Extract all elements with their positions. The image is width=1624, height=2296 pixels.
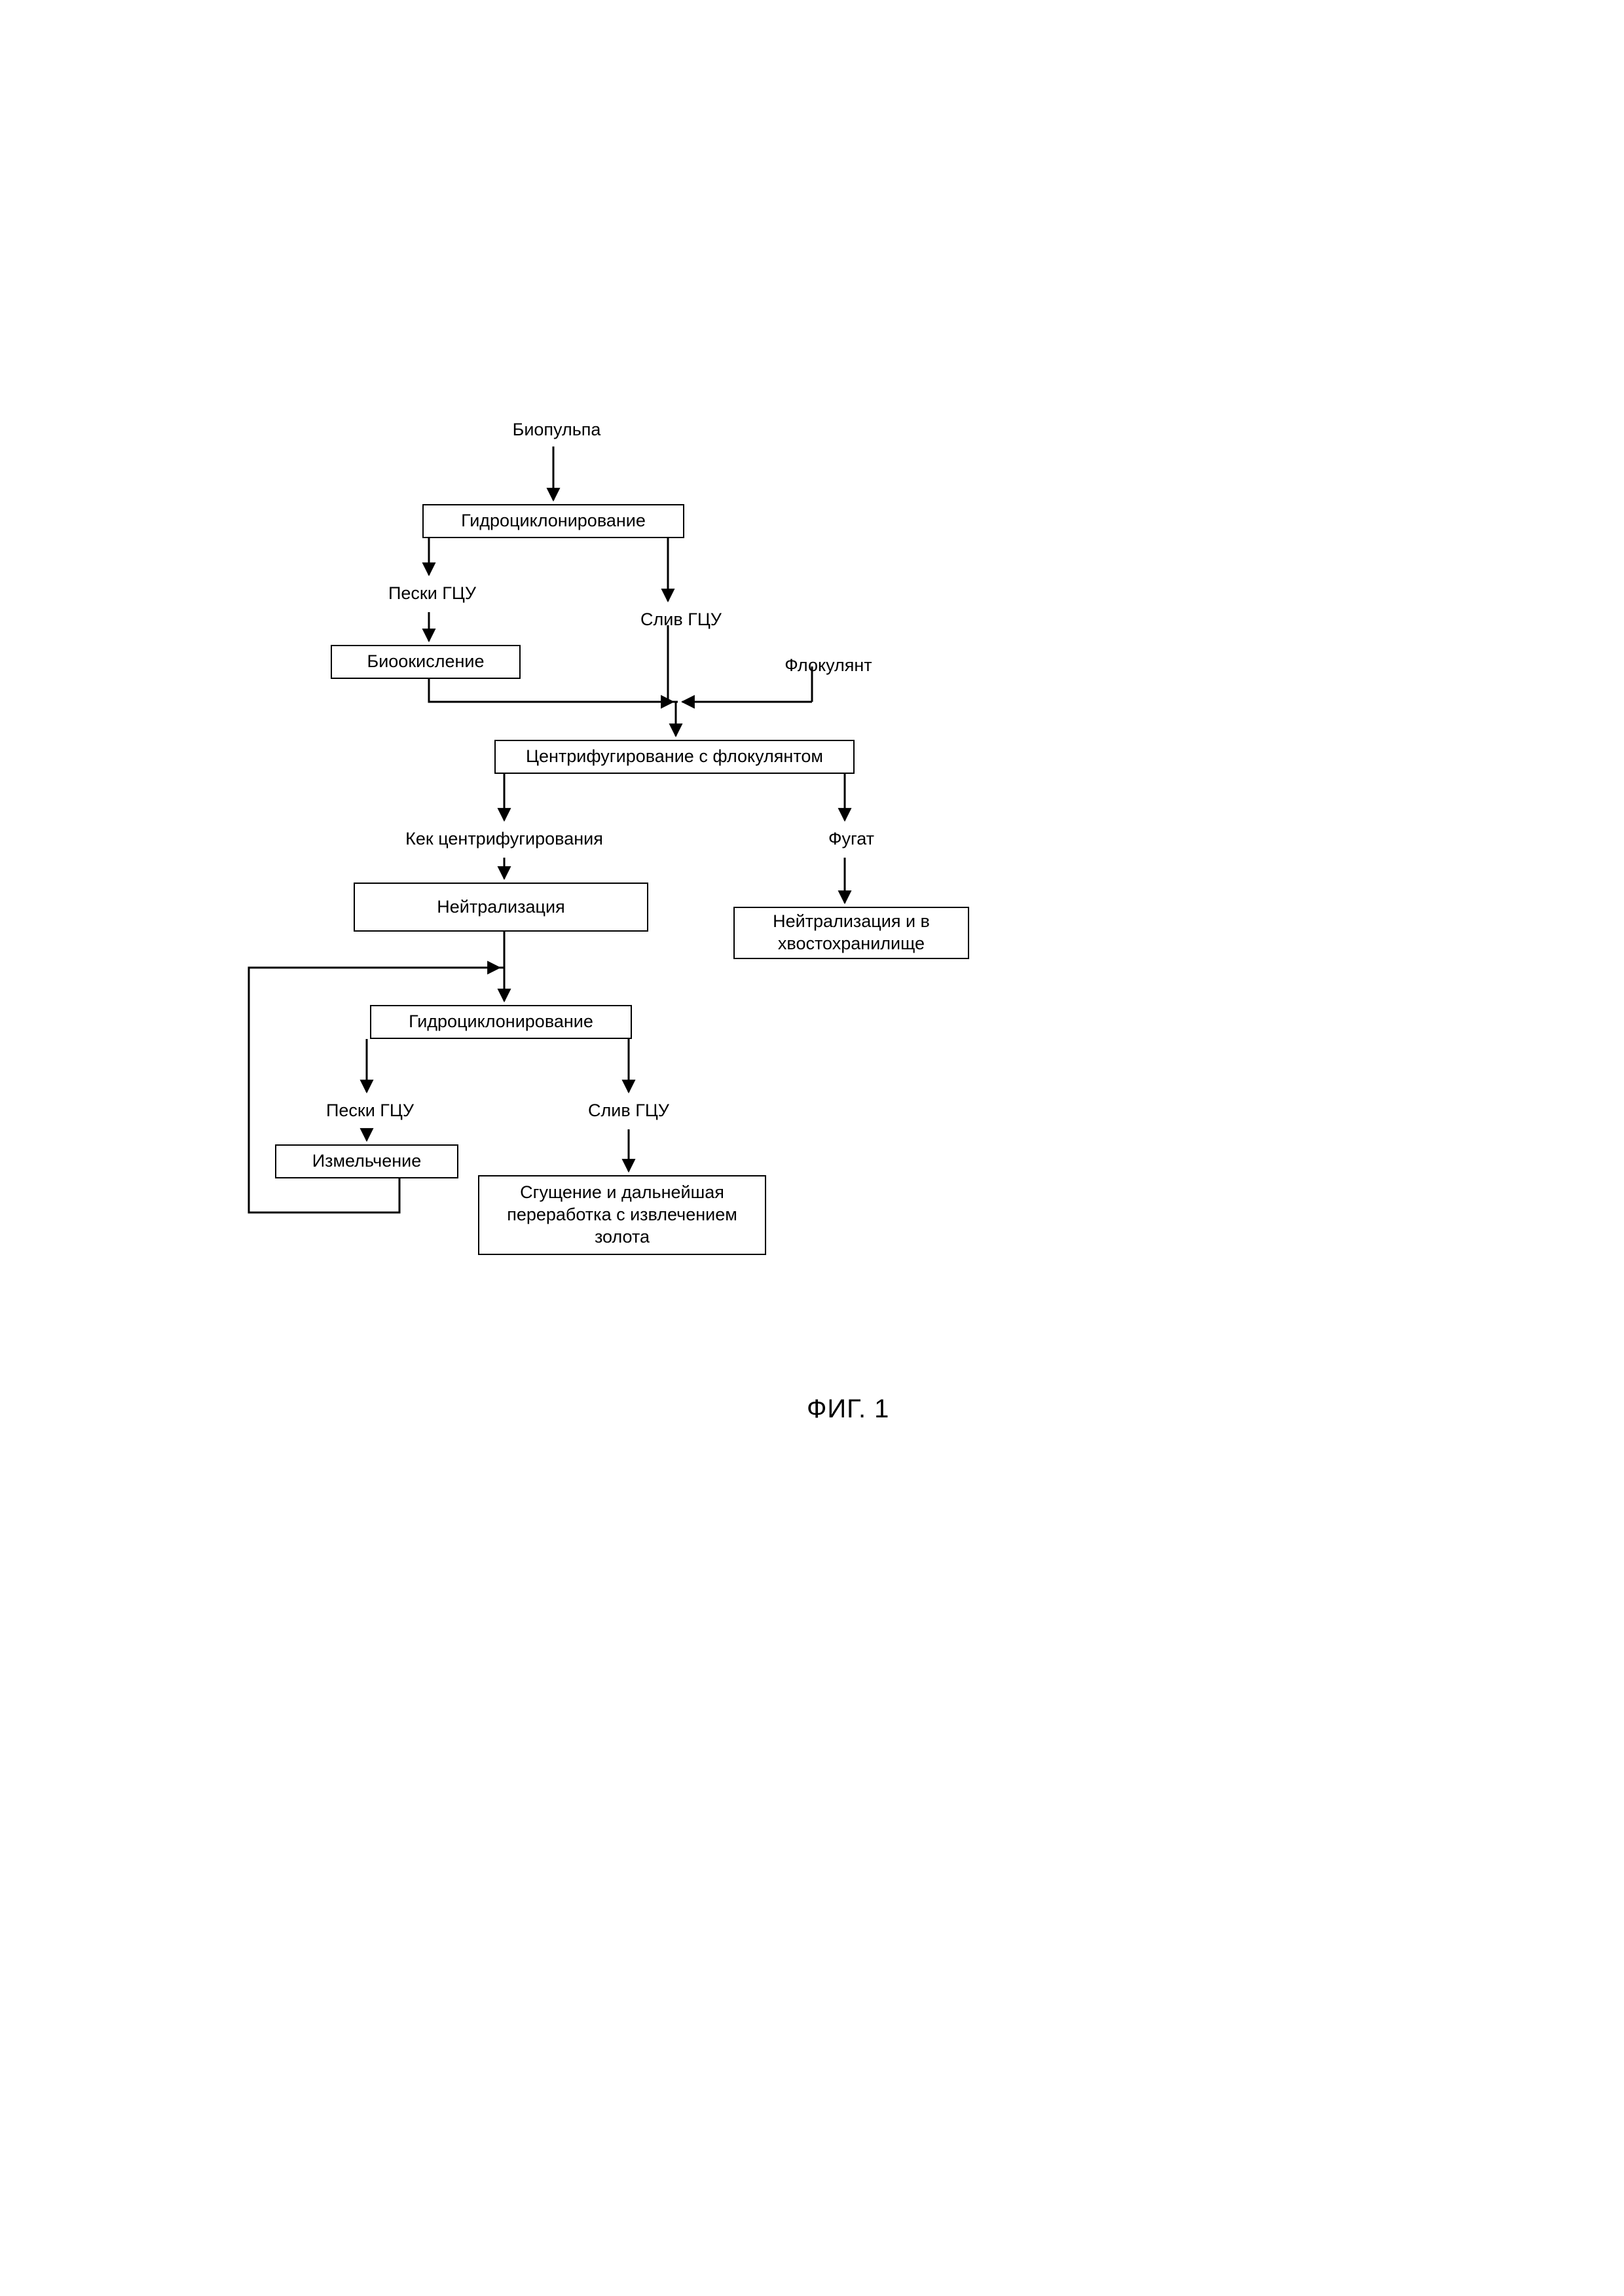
label-centrifuge-cake: Кек центрифугирования xyxy=(405,829,603,848)
label-centrate: Фугат xyxy=(828,829,875,848)
figure-caption: ФИГ. 1 xyxy=(807,1394,890,1423)
label-sands-hcu-2: Пески ГЦУ xyxy=(325,1101,415,1120)
node-biooxidation: Биоокисление xyxy=(331,645,521,679)
node-neutralization: Нейтрализация xyxy=(354,883,648,932)
node-hydrocycloning-2: Гидроциклонирование xyxy=(370,1005,632,1039)
node-grinding: Измельчение xyxy=(275,1144,458,1178)
label-biopulp: Биопульпа xyxy=(512,420,601,439)
node-neutralization-and-tailings: Нейтрализация и в хвостохранилище xyxy=(733,907,969,959)
node-thickening-and-gold-recovery: Сгущение и дальнейшая переработка с извлечением золота xyxy=(478,1175,766,1255)
node-hydrocycloning-1: Гидроциклонирование xyxy=(422,504,684,538)
label-sands-hcu-1: Пески ГЦУ xyxy=(388,583,477,603)
label-flocculant: Флокулянт xyxy=(784,655,872,675)
node-centrifugation-with-flocculant: Центрифугирование с флокулянтом xyxy=(494,740,855,774)
edge-biooxidation-to-merge xyxy=(429,679,678,702)
label-overflow-hcu-1: Слив ГЦУ xyxy=(640,610,722,629)
label-overflow-hcu-2: Слив ГЦУ xyxy=(588,1101,669,1120)
